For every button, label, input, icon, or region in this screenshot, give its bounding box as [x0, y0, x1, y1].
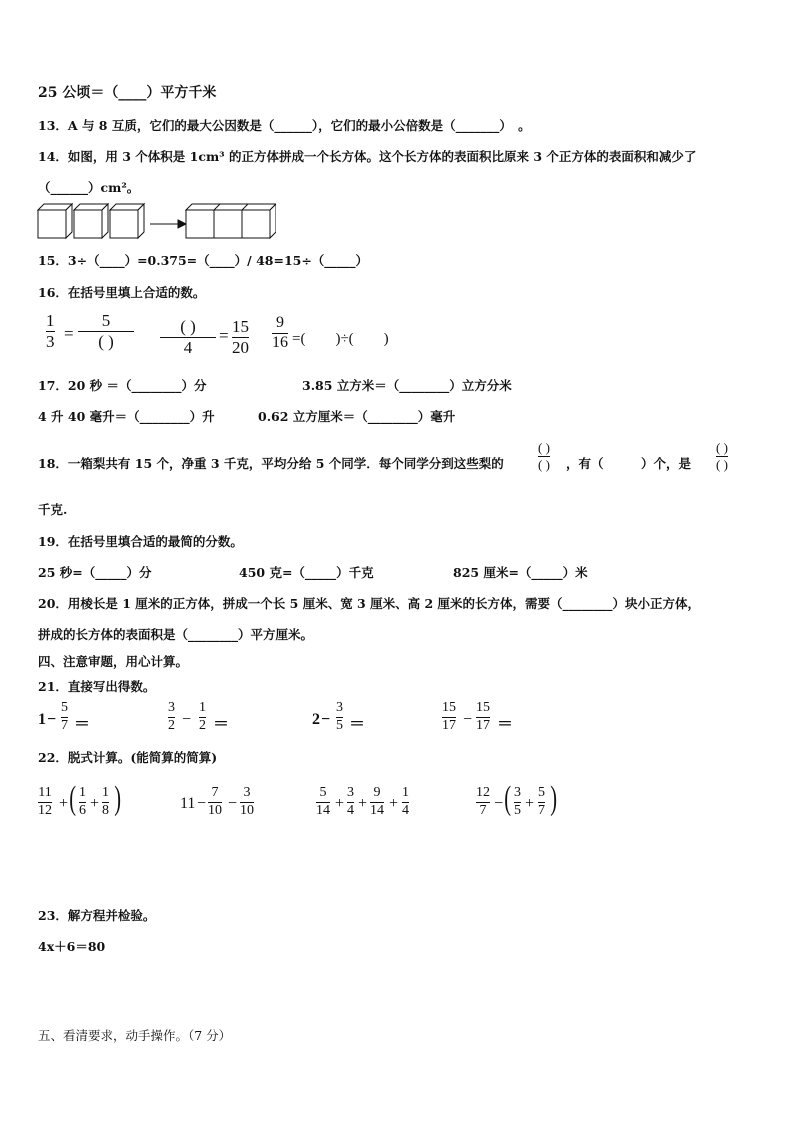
q22-a-frac3: 1 8: [102, 785, 109, 818]
q21-e3-minus: −: [321, 711, 331, 728]
q22-b-frac2: 3 10: [240, 785, 254, 818]
q22-b-int: 11: [180, 795, 196, 812]
q22-a-plus1: +: [59, 795, 69, 812]
q22-b-minus1: −: [197, 795, 207, 812]
q22-title: 22．脱式计算。(能简算的简算): [38, 750, 218, 765]
cube-2: [74, 204, 108, 238]
q21-e1-eq: ＝: [74, 716, 91, 733]
q19-b: 450 克=（_____）千克: [239, 565, 374, 580]
q21-e1-int: 1: [38, 711, 46, 728]
cube-1: [38, 204, 72, 238]
q18-text3: 千克.: [38, 502, 68, 517]
q18-frac-1: ( ) ( ): [538, 440, 550, 472]
q20-line2: 拼成的长方体的表面积是（________）平方厘米。: [38, 627, 314, 642]
q17-c: 4 升 40 毫升＝（________）升: [38, 409, 215, 424]
q22-b-frac1: 7 10: [208, 785, 222, 818]
q16-eq-2: =: [219, 326, 229, 345]
q16-frac-4: 15 20: [232, 317, 249, 357]
q22-d-frac2: 3 5: [514, 785, 521, 818]
q22-a-lparen: (: [69, 780, 77, 817]
q21-e2-frac2: 1 2: [199, 700, 206, 733]
q21-e2-eq: ＝: [213, 716, 230, 733]
q20-line1: 20．用棱长是 1 厘米的正方体，拼成一个长 5 厘米、宽 3 厘米、高 2 厘米的长方体，需要（________）块小正方体，: [38, 596, 701, 611]
cube-3: [110, 204, 144, 238]
q21-e2-frac1: 3 2: [168, 700, 175, 733]
q19-title: 19．在括号里填合适的最简的分数。: [38, 534, 243, 549]
cubes-figure: [36, 202, 276, 242]
q23-title: 23．解方程并检验。: [38, 908, 156, 923]
q22-d-minus: −: [494, 795, 504, 812]
q12-tail-line: 25 公顷＝（____）平方千米: [38, 85, 217, 101]
q21-e1-minus: −: [47, 711, 57, 728]
cuboid: [186, 204, 276, 238]
q17-a: 17．20 秒 ＝（________）分: [38, 378, 207, 393]
q22-c-frac3: 9 14: [370, 785, 384, 818]
section-5-heading: 五、看清要求，动手操作。（7 分）: [38, 1028, 232, 1043]
q22-a-plus2: +: [90, 795, 100, 812]
q22-d-frac3: 5 7: [538, 785, 545, 818]
q22-d-frac1: 12 7: [476, 785, 490, 818]
q22-c-frac2: 3 4: [347, 785, 354, 818]
q16-title: 16．在括号里填上合适的数。: [38, 285, 206, 300]
q16-frac-5: 9 16: [272, 314, 288, 351]
q18-text2: ，有（ ）个，是: [566, 456, 692, 471]
q13-text: 13．A 与 8 互质，它们的最大公因数是（______），它们的最小公倍数是（_______） 。: [38, 118, 531, 133]
q21-title: 21．直接写出得数。: [38, 679, 156, 694]
q18-frac-2: ( ) ( ): [716, 440, 728, 472]
q22-a-rparen: ): [114, 780, 122, 817]
arrow-icon: [150, 220, 186, 228]
section-4-heading: 四、注意审题，用心计算。: [38, 654, 189, 669]
q22-c-plus1: +: [335, 795, 345, 812]
q22-d-lparen: (: [504, 780, 512, 817]
q16-frac-2: 5 ( ): [78, 312, 134, 351]
q21-e3-frac: 3 5: [336, 700, 343, 733]
q21-e4-eq: ＝: [497, 716, 514, 733]
q16-frac-1: 1 3: [46, 311, 55, 351]
q21-e2-minus: −: [182, 711, 192, 728]
q23-equation: 4x＋6＝80: [38, 939, 106, 954]
q16-tail: =( )÷( ): [292, 331, 389, 347]
q21-e3-eq: ＝: [349, 716, 366, 733]
q16-eq-1: =: [64, 324, 74, 343]
q17-d: 0.62 立方厘米＝（________）毫升: [258, 409, 456, 424]
q14-line1: 14．如图，用 3 个体积是 1cm³ 的正方体拼成一个长方体。这个长方体的表面积比原来 3 个正方体的表面积和减少了: [38, 149, 697, 164]
q22-b-minus2: −: [228, 795, 238, 812]
q17-b: 3.85 立方米＝（________）立方分米: [302, 378, 512, 393]
q16-frac-3: ( ) 4: [160, 318, 216, 357]
q21-e4-frac1: 15 17: [442, 700, 456, 733]
q22-c-frac1: 5 14: [316, 785, 330, 818]
q22-d-rparen: ): [550, 780, 558, 817]
q18-text1: 18．一箱梨共有 15 个，净重 3 千克，平均分给 5 个同学．每个同学分到这些梨的: [38, 456, 504, 471]
q14-line2: （______）cm²。: [38, 180, 140, 195]
q22-a-frac2: 1 6: [79, 785, 86, 818]
q22-c-plus2: +: [358, 795, 368, 812]
q22-c-frac4: 1 4: [402, 785, 409, 818]
q21-e3-int: 2: [312, 711, 320, 728]
q22-a-frac1: 11 12: [38, 785, 52, 818]
q19-a: 25 秒=（_____）分: [38, 565, 152, 580]
q21-e4-frac2: 15 17: [476, 700, 490, 733]
q22-c-plus3: +: [389, 795, 399, 812]
q15-text: 15．3÷（____）=0.375=（____）/ 48=15÷（_____）: [38, 253, 369, 268]
q22-d-plus: +: [525, 795, 535, 812]
q19-c: 825 厘米=（_____）米: [453, 565, 588, 580]
q21-e1-frac: 5 7: [61, 700, 68, 733]
q21-e4-minus: −: [463, 711, 473, 728]
